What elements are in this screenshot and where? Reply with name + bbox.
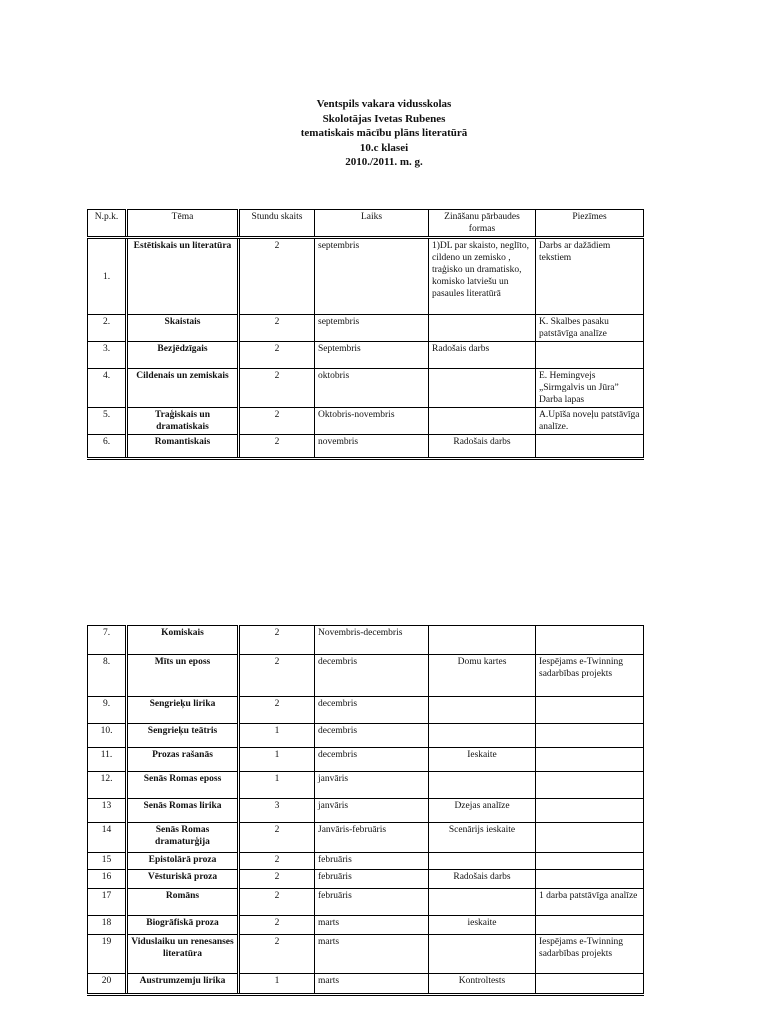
- row-hours: 1: [239, 974, 315, 995]
- row-assessment: Radošais darbs: [429, 870, 536, 889]
- row-assessment: [429, 697, 536, 724]
- row-topic: Austrumzemju lirika: [127, 974, 239, 995]
- school-year: 2010./2011. m. g.: [345, 156, 423, 168]
- row-notes: Darbs ar dažādiem tekstiem: [536, 238, 644, 315]
- row-topic: Romāns: [127, 889, 239, 916]
- row-assessment: ieskaite: [429, 916, 536, 935]
- row-number: 13: [88, 799, 127, 823]
- row-notes: [536, 870, 644, 889]
- row-number: 4.: [88, 369, 127, 408]
- table-row: [88, 823, 644, 853]
- row-time: marts: [315, 974, 429, 995]
- col-header-forma: Zināšanu pārbaudes formas: [429, 210, 536, 238]
- row-assessment: Domu kartes: [429, 655, 536, 697]
- table-row: [88, 697, 644, 724]
- row-hours: 1: [239, 772, 315, 799]
- row-assessment: 1)DL par skaisto, neglīto, cildeno un zemisko , traģisko un dramatisko, komisko latviešu un pasaules literatūrā: [429, 238, 536, 315]
- row-hours: 2: [239, 626, 315, 655]
- row-topic: Sengrieķu teātris: [127, 724, 239, 748]
- row-topic: Senās Romas lirika: [127, 799, 239, 823]
- row-hours: 2: [239, 870, 315, 889]
- row-assessment: [429, 772, 536, 799]
- row-notes: Iespējams e-Twinning sadarbības projekts: [536, 935, 644, 974]
- row-number: 11.: [88, 748, 127, 772]
- row-notes: 1 darba patstāvīga analīze: [536, 889, 644, 916]
- row-number: 19: [88, 935, 127, 974]
- table-row: [88, 916, 644, 935]
- row-number: 7.: [88, 626, 127, 655]
- row-number: 18: [88, 916, 127, 935]
- row-hours: 3: [239, 799, 315, 823]
- row-number: 1.: [88, 238, 127, 315]
- row-notes: [536, 853, 644, 870]
- row-hours: 2: [239, 697, 315, 724]
- row-topic: Biogrāfiskā proza: [127, 916, 239, 935]
- row-notes: [536, 974, 644, 995]
- row-assessment: Scenārijs ieskaite: [429, 823, 536, 853]
- row-topic: Bezjēdzīgais: [127, 342, 239, 369]
- table-row: [88, 799, 644, 823]
- row-notes: [536, 697, 644, 724]
- row-hours: 2: [239, 342, 315, 369]
- row-time: Janvāris-februāris: [315, 823, 429, 853]
- row-number: 2.: [88, 315, 127, 342]
- row-topic: Cildenais un zemiskais: [127, 369, 239, 408]
- row-hours: 2: [239, 935, 315, 974]
- row-time: septembris: [315, 315, 429, 342]
- row-assessment: [429, 369, 536, 408]
- row-notes: K. Skalbes pasaku patstāvīga analīze: [536, 315, 644, 342]
- row-hours: 2: [239, 315, 315, 342]
- row-hours: 2: [239, 889, 315, 916]
- row-topic: Traģiskais un dramatiskais: [127, 408, 239, 435]
- row-topic: Mīts un eposs: [127, 655, 239, 697]
- row-hours: 1: [239, 748, 315, 772]
- row-hours: 2: [239, 369, 315, 408]
- row-topic: Senās Romas eposs: [127, 772, 239, 799]
- row-time: janvāris: [315, 799, 429, 823]
- row-notes: [536, 916, 644, 935]
- row-number: 15: [88, 853, 127, 870]
- col-header-nr: N.p.k.: [88, 210, 127, 238]
- row-assessment: [429, 935, 536, 974]
- col-header-laiks: Laiks: [315, 210, 429, 238]
- row-topic: Viduslaiku un renesanses literatūra: [127, 935, 239, 974]
- row-number: 8.: [88, 655, 127, 697]
- table-row: [88, 315, 644, 342]
- table-row: [88, 435, 644, 459]
- plan-title: tematiskais mācību plāns literatūrā: [300, 127, 468, 139]
- table-row: [88, 748, 644, 772]
- row-hours: 2: [239, 655, 315, 697]
- row-number: 9.: [88, 697, 127, 724]
- row-time: janvāris: [315, 772, 429, 799]
- document-header: [0, 97, 768, 170]
- row-time: Septembris: [315, 342, 429, 369]
- row-notes: E. Hemingvejs „Sirmgalvis un Jūra” Darba lapas: [536, 369, 644, 408]
- table-row: [88, 974, 644, 995]
- teacher-name: Skolotājas Ivetas Rubenes: [322, 112, 446, 125]
- row-number: 5.: [88, 408, 127, 435]
- row-time: decembris: [315, 724, 429, 748]
- row-assessment: Kontroltests: [429, 974, 536, 995]
- row-notes: [536, 342, 644, 369]
- row-notes: [536, 724, 644, 748]
- row-hours: 2: [239, 435, 315, 459]
- row-time: februāris: [315, 870, 429, 889]
- row-topic: Sengrieķu lirika: [127, 697, 239, 724]
- table-row: [88, 655, 644, 697]
- row-assessment: [429, 626, 536, 655]
- col-header-piezimes: Piezīmes: [536, 210, 644, 238]
- table-row: [88, 853, 644, 870]
- row-assessment: [429, 408, 536, 435]
- table-row: [88, 626, 644, 655]
- row-notes: [536, 748, 644, 772]
- row-notes: A.Upīša noveļu patstāvīga analīze.: [536, 408, 644, 435]
- table-row: [88, 369, 644, 408]
- row-notes: Iespējams e-Twinning sadarbības projekts: [536, 655, 644, 697]
- row-notes: [536, 626, 644, 655]
- row-number: 10.: [88, 724, 127, 748]
- row-time: oktobris: [315, 369, 429, 408]
- col-header-tema: Tēma: [127, 210, 239, 238]
- school-name: Ventspils vakara vidusskolas: [316, 98, 452, 110]
- row-hours: 2: [239, 823, 315, 853]
- row-number: 16: [88, 870, 127, 889]
- row-hours: 2: [239, 853, 315, 870]
- row-topic: Skaistais: [127, 315, 239, 342]
- row-topic: Romantiskais: [127, 435, 239, 459]
- row-hours: 2: [239, 916, 315, 935]
- row-topic: Senās Romas dramaturģija: [127, 823, 239, 853]
- row-notes: [536, 823, 644, 853]
- table-row: [88, 870, 644, 889]
- row-notes: [536, 435, 644, 459]
- row-number: 17: [88, 889, 127, 916]
- row-topic: Vēsturiskā proza: [127, 870, 239, 889]
- table-row: [88, 724, 644, 748]
- row-topic: Komiskais: [127, 626, 239, 655]
- plan-table-part-1: [87, 209, 644, 460]
- row-hours: 1: [239, 724, 315, 748]
- row-hours: 2: [239, 408, 315, 435]
- row-assessment: [429, 315, 536, 342]
- row-number: 12.: [88, 772, 127, 799]
- table-row: [88, 935, 644, 974]
- row-time: novembris: [315, 435, 429, 459]
- row-assessment: Dzejas analīze: [429, 799, 536, 823]
- row-notes: [536, 772, 644, 799]
- plan-table-part-2: [87, 625, 644, 996]
- row-number: 6.: [88, 435, 127, 459]
- row-time: decembris: [315, 697, 429, 724]
- row-time: marts: [315, 935, 429, 974]
- row-topic: Epistolārā proza: [127, 853, 239, 870]
- table-row: [88, 408, 644, 435]
- row-time: februāris: [315, 853, 429, 870]
- row-number: 14: [88, 823, 127, 853]
- row-assessment: Ieskaite: [429, 748, 536, 772]
- row-number: 20: [88, 974, 127, 995]
- row-time: decembris: [315, 748, 429, 772]
- row-assessment: Radošais darbs: [429, 435, 536, 459]
- table-row: [88, 772, 644, 799]
- col-header-stundas: Stundu skaits: [239, 210, 315, 238]
- row-topic: Prozas rašanās: [127, 748, 239, 772]
- row-number: 3.: [88, 342, 127, 369]
- row-assessment: [429, 889, 536, 916]
- row-time: Oktobris-novembris: [315, 408, 429, 435]
- class-name: 10.c klasei: [359, 141, 409, 154]
- table-row: [88, 238, 644, 315]
- table-row: [88, 342, 644, 369]
- row-topic: Estētiskais un literatūra: [127, 238, 239, 315]
- row-time: decembris: [315, 655, 429, 697]
- row-time: februāris: [315, 889, 429, 916]
- row-hours: 2: [239, 238, 315, 315]
- row-notes: [536, 799, 644, 823]
- row-assessment: [429, 853, 536, 870]
- row-time: marts: [315, 916, 429, 935]
- row-assessment: [429, 724, 536, 748]
- row-time: septembris: [315, 238, 429, 315]
- row-assessment: Radošais darbs: [429, 342, 536, 369]
- table-row: [88, 889, 644, 916]
- row-time: Novembris-decembris: [315, 626, 429, 655]
